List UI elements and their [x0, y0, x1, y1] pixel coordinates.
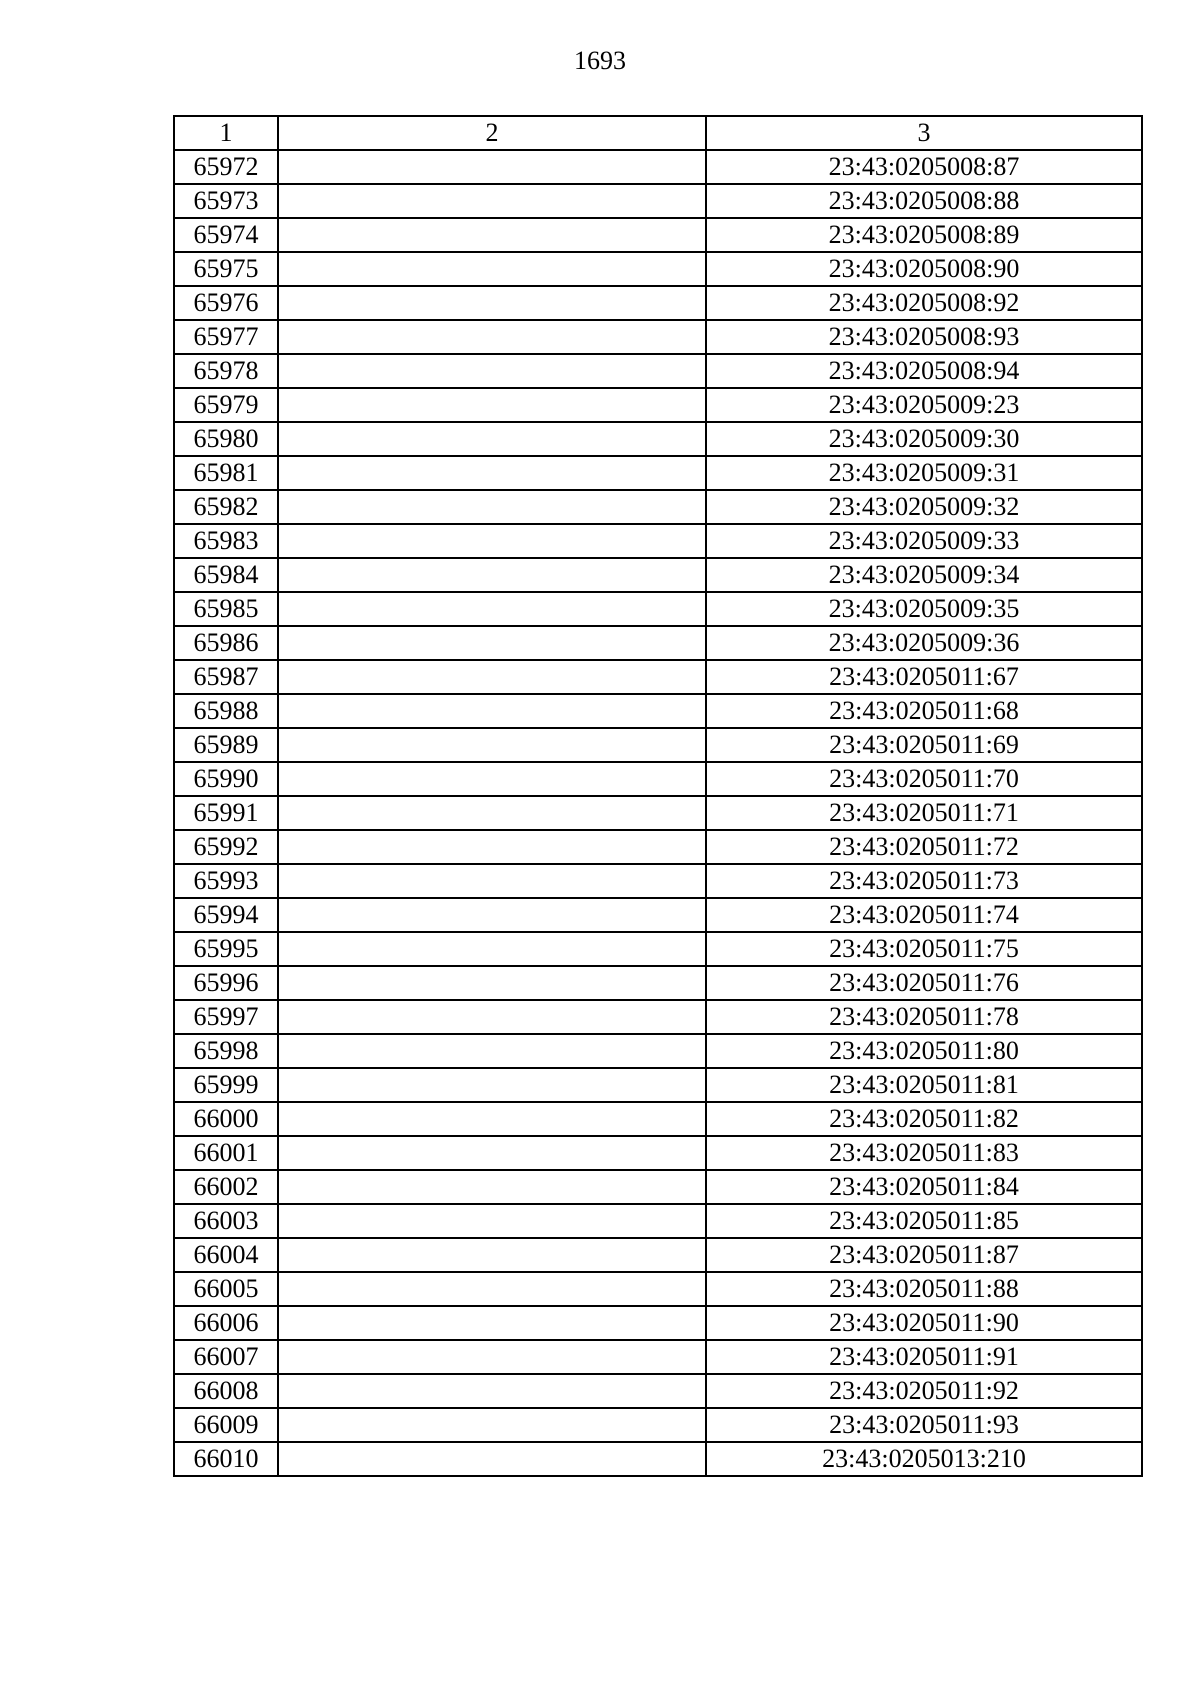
cadastral-number-cell: 23:43:0205011:90 — [706, 1306, 1142, 1340]
row-number-cell: 66010 — [174, 1442, 278, 1476]
empty-cell — [278, 150, 706, 184]
table-row — [174, 592, 1142, 626]
cadastral-number-cell: 23:43:0205009:33 — [706, 524, 1142, 558]
empty-cell — [278, 1442, 706, 1476]
table-row — [174, 932, 1142, 966]
cadastral-number-cell: 23:43:0205008:92 — [706, 286, 1142, 320]
cadastral-number-cell: 23:43:0205008:88 — [706, 184, 1142, 218]
empty-cell — [278, 184, 706, 218]
cadastral-number-cell: 23:43:0205011:78 — [706, 1000, 1142, 1034]
table-row — [174, 388, 1142, 422]
row-number-cell: 65978 — [174, 354, 278, 388]
row-number-cell: 65982 — [174, 490, 278, 524]
empty-cell — [278, 1034, 706, 1068]
table-row — [174, 626, 1142, 660]
row-number-cell: 65976 — [174, 286, 278, 320]
cadastral-number-cell: 23:43:0205011:75 — [706, 932, 1142, 966]
table-row — [174, 1204, 1142, 1238]
table-row — [174, 898, 1142, 932]
empty-cell — [278, 354, 706, 388]
table-row — [174, 830, 1142, 864]
empty-cell — [278, 898, 706, 932]
empty-cell — [278, 218, 706, 252]
row-number-cell: 65972 — [174, 150, 278, 184]
empty-cell — [278, 252, 706, 286]
row-number-cell: 66007 — [174, 1340, 278, 1374]
row-number-cell: 66003 — [174, 1204, 278, 1238]
cadastral-number-cell: 23:43:0205011:87 — [706, 1238, 1142, 1272]
cadastral-number-cell: 23:43:0205011:73 — [706, 864, 1142, 898]
row-number-cell: 65996 — [174, 966, 278, 1000]
empty-cell — [278, 660, 706, 694]
row-number-cell: 66004 — [174, 1238, 278, 1272]
cadastral-number-cell: 23:43:0205008:90 — [706, 252, 1142, 286]
table-row — [174, 1306, 1142, 1340]
empty-cell — [278, 626, 706, 660]
cadastral-number-cell: 23:43:0205011:68 — [706, 694, 1142, 728]
cadastral-number-cell: 23:43:0205013:210 — [706, 1442, 1142, 1476]
cadastral-number-cell: 23:43:0205011:82 — [706, 1102, 1142, 1136]
row-number-cell: 65999 — [174, 1068, 278, 1102]
row-number-cell: 65987 — [174, 660, 278, 694]
empty-cell — [278, 1102, 706, 1136]
row-number-cell: 65997 — [174, 1000, 278, 1034]
row-number-cell: 65985 — [174, 592, 278, 626]
table-row — [174, 1102, 1142, 1136]
row-number-cell: 65981 — [174, 456, 278, 490]
empty-cell — [278, 1238, 706, 1272]
cadastral-number-cell: 23:43:0205011:85 — [706, 1204, 1142, 1238]
row-number-cell: 65973 — [174, 184, 278, 218]
cadastral-number-cell: 23:43:0205009:36 — [706, 626, 1142, 660]
table-row — [174, 422, 1142, 456]
row-number-cell: 65993 — [174, 864, 278, 898]
cadastral-number-cell: 23:43:0205008:87 — [706, 150, 1142, 184]
row-number-cell: 65994 — [174, 898, 278, 932]
table-row — [174, 456, 1142, 490]
table-row — [174, 354, 1142, 388]
table-row — [174, 558, 1142, 592]
table-row — [174, 1136, 1142, 1170]
cadastral-number-cell: 23:43:0205011:84 — [706, 1170, 1142, 1204]
cadastral-number-cell: 23:43:0205011:72 — [706, 830, 1142, 864]
empty-cell — [278, 1306, 706, 1340]
row-number-cell: 65990 — [174, 762, 278, 796]
cadastral-number-cell: 23:43:0205009:35 — [706, 592, 1142, 626]
empty-cell — [278, 388, 706, 422]
table-row — [174, 660, 1142, 694]
cadastral-number-cell: 23:43:0205008:89 — [706, 218, 1142, 252]
empty-cell — [278, 558, 706, 592]
row-number-cell: 65998 — [174, 1034, 278, 1068]
empty-cell — [278, 1136, 706, 1170]
row-number-cell: 65984 — [174, 558, 278, 592]
empty-cell — [278, 1170, 706, 1204]
table-row — [174, 320, 1142, 354]
table-row — [174, 286, 1142, 320]
column-header-2: 2 — [278, 116, 706, 150]
table-row — [174, 728, 1142, 762]
table-row — [174, 966, 1142, 1000]
row-number-cell: 66002 — [174, 1170, 278, 1204]
row-number-cell: 66006 — [174, 1306, 278, 1340]
cadastral-number-cell: 23:43:0205011:67 — [706, 660, 1142, 694]
cadastral-number-cell: 23:43:0205011:88 — [706, 1272, 1142, 1306]
row-number-cell: 65977 — [174, 320, 278, 354]
empty-cell — [278, 524, 706, 558]
empty-cell — [278, 1068, 706, 1102]
column-header-3: 3 — [706, 116, 1142, 150]
empty-cell — [278, 320, 706, 354]
table-row — [174, 1442, 1142, 1476]
table-row — [174, 184, 1142, 218]
empty-cell — [278, 864, 706, 898]
cadastral-number-cell: 23:43:0205011:80 — [706, 1034, 1142, 1068]
table-row — [174, 218, 1142, 252]
row-number-cell: 65974 — [174, 218, 278, 252]
row-number-cell: 65979 — [174, 388, 278, 422]
table-row — [174, 1170, 1142, 1204]
cadastral-number-cell: 23:43:0205011:83 — [706, 1136, 1142, 1170]
page-number: 1693 — [574, 46, 626, 75]
table-row — [174, 1000, 1142, 1034]
row-number-cell: 65991 — [174, 796, 278, 830]
row-number-cell: 65986 — [174, 626, 278, 660]
row-number-cell: 65995 — [174, 932, 278, 966]
row-number-cell: 66008 — [174, 1374, 278, 1408]
empty-cell — [278, 1272, 706, 1306]
cadastral-number-cell: 23:43:0205011:81 — [706, 1068, 1142, 1102]
row-number-cell: 66000 — [174, 1102, 278, 1136]
row-number-cell: 65980 — [174, 422, 278, 456]
table-row — [174, 1374, 1142, 1408]
register-table — [173, 115, 1143, 1477]
cadastral-number-cell: 23:43:0205011:93 — [706, 1408, 1142, 1442]
empty-cell — [278, 1408, 706, 1442]
table-row — [174, 1272, 1142, 1306]
table-row — [174, 1034, 1142, 1068]
empty-cell — [278, 1000, 706, 1034]
table-row — [174, 150, 1142, 184]
empty-cell — [278, 592, 706, 626]
empty-cell — [278, 966, 706, 1000]
table-row — [174, 1408, 1142, 1442]
cadastral-number-cell: 23:43:0205009:31 — [706, 456, 1142, 490]
empty-cell — [278, 1374, 706, 1408]
row-number-cell: 65988 — [174, 694, 278, 728]
cadastral-number-cell: 23:43:0205009:34 — [706, 558, 1142, 592]
row-number-cell: 65983 — [174, 524, 278, 558]
table-row — [174, 796, 1142, 830]
cadastral-number-cell: 23:43:0205011:70 — [706, 762, 1142, 796]
table-row — [174, 694, 1142, 728]
header-row — [174, 116, 1142, 150]
table-header — [174, 116, 1142, 150]
table-row — [174, 252, 1142, 286]
empty-cell — [278, 1340, 706, 1374]
empty-cell — [278, 932, 706, 966]
cadastral-number-cell: 23:43:0205009:32 — [706, 490, 1142, 524]
row-number-cell: 66005 — [174, 1272, 278, 1306]
row-number-cell: 66009 — [174, 1408, 278, 1442]
cadastral-number-cell: 23:43:0205011:91 — [706, 1340, 1142, 1374]
table-row — [174, 490, 1142, 524]
empty-cell — [278, 796, 706, 830]
empty-cell — [278, 694, 706, 728]
empty-cell — [278, 762, 706, 796]
table-row — [174, 1238, 1142, 1272]
row-number-cell: 66001 — [174, 1136, 278, 1170]
empty-cell — [278, 1204, 706, 1238]
empty-cell — [278, 490, 706, 524]
row-number-cell: 65992 — [174, 830, 278, 864]
empty-cell — [278, 456, 706, 490]
cadastral-number-cell: 23:43:0205011:71 — [706, 796, 1142, 830]
empty-cell — [278, 830, 706, 864]
cadastral-number-cell: 23:43:0205009:30 — [706, 422, 1142, 456]
table-row — [174, 762, 1142, 796]
cadastral-number-cell: 23:43:0205011:69 — [706, 728, 1142, 762]
table-row — [174, 1340, 1142, 1374]
cadastral-number-cell: 23:43:0205008:93 — [706, 320, 1142, 354]
row-number-cell: 65975 — [174, 252, 278, 286]
empty-cell — [278, 422, 706, 456]
cadastral-number-cell: 23:43:0205011:92 — [706, 1374, 1142, 1408]
cadastral-number-cell: 23:43:0205008:94 — [706, 354, 1142, 388]
table-body — [174, 150, 1142, 1476]
empty-cell — [278, 286, 706, 320]
cadastral-number-cell: 23:43:0205009:23 — [706, 388, 1142, 422]
table-row — [174, 864, 1142, 898]
empty-cell — [278, 728, 706, 762]
cadastral-number-cell: 23:43:0205011:74 — [706, 898, 1142, 932]
cadastral-number-cell: 23:43:0205011:76 — [706, 966, 1142, 1000]
row-number-cell: 65989 — [174, 728, 278, 762]
column-header-1: 1 — [174, 116, 278, 150]
table-row — [174, 1068, 1142, 1102]
table-row — [174, 524, 1142, 558]
